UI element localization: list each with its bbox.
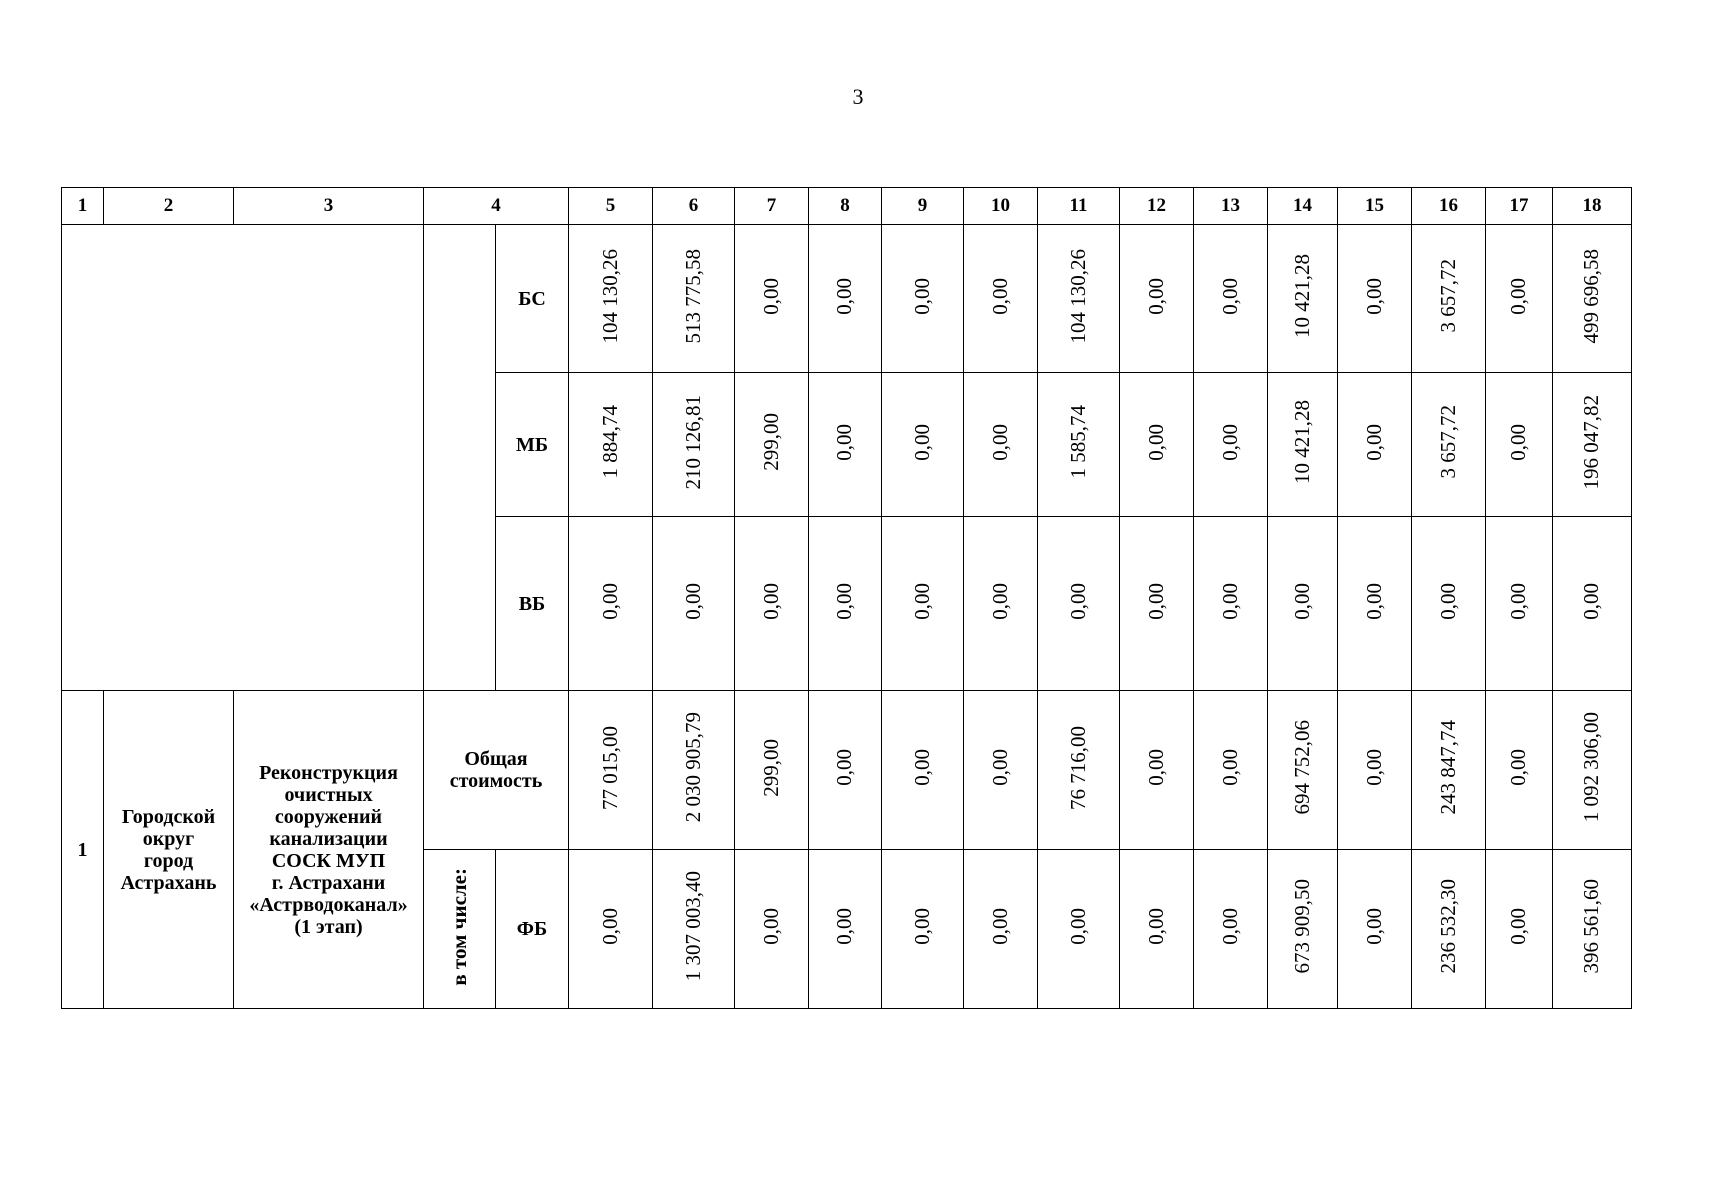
row-label-bs: БС bbox=[496, 225, 569, 373]
col-header-14: 14 bbox=[1268, 188, 1338, 225]
col-header-15: 15 bbox=[1338, 188, 1412, 225]
col-header-7: 7 bbox=[735, 188, 809, 225]
value-cell: 0,00 bbox=[1486, 373, 1553, 517]
value-cell: 3 657,72 bbox=[1412, 225, 1486, 373]
value-cell: 0,00 bbox=[1120, 373, 1194, 517]
col-header-10: 10 bbox=[964, 188, 1038, 225]
col-header-2: 2 bbox=[104, 188, 234, 225]
value-cell: 694 752,06 bbox=[1268, 691, 1338, 850]
value-cell: 673 909,50 bbox=[1268, 850, 1338, 1009]
value-cell: 0,00 bbox=[964, 691, 1038, 850]
value-cell: 0,00 bbox=[1338, 373, 1412, 517]
value-cell: 0,00 bbox=[964, 850, 1038, 1009]
value-cell: 0,00 bbox=[1038, 517, 1120, 691]
value-cell: 299,00 bbox=[735, 691, 809, 850]
row-label-mb: МБ bbox=[496, 373, 569, 517]
col-header-12: 12 bbox=[1120, 188, 1194, 225]
value-cell: 0,00 bbox=[964, 225, 1038, 373]
col-header-1: 1 bbox=[62, 188, 104, 225]
value-cell: 1 884,74 bbox=[569, 373, 653, 517]
page-number: 3 bbox=[852, 84, 864, 109]
value-cell: 0,00 bbox=[1338, 850, 1412, 1009]
value-cell: 3 657,72 bbox=[1412, 373, 1486, 517]
value-cell: 0,00 bbox=[735, 225, 809, 373]
value-cell: 0,00 bbox=[735, 517, 809, 691]
value-cell: 2 030 905,79 bbox=[653, 691, 735, 850]
col-header-11: 11 bbox=[1038, 188, 1120, 225]
value-cell: 0,00 bbox=[1194, 850, 1268, 1009]
value-cell: 0,00 bbox=[1194, 517, 1268, 691]
col-header-5: 5 bbox=[569, 188, 653, 225]
value-cell: 499 696,58 bbox=[1553, 225, 1632, 373]
value-cell: 0,00 bbox=[1412, 517, 1486, 691]
value-cell: 1 307 003,40 bbox=[653, 850, 735, 1009]
value-cell: 0,00 bbox=[735, 850, 809, 1009]
budget-table bbox=[61, 187, 1632, 1009]
value-cell: 0,00 bbox=[1120, 225, 1194, 373]
including-label-cell bbox=[424, 850, 496, 1009]
value-cell: 77 015,00 bbox=[569, 691, 653, 850]
col-header-3: 3 bbox=[234, 188, 424, 225]
value-cell: 0,00 bbox=[1038, 850, 1120, 1009]
column-number-row bbox=[62, 188, 1632, 225]
value-cell: 0,00 bbox=[1486, 691, 1553, 850]
value-cell: 104 130,26 bbox=[1038, 225, 1120, 373]
value-cell: 0,00 bbox=[882, 850, 964, 1009]
col-header-4: 4 bbox=[424, 188, 569, 225]
value-cell: 0,00 bbox=[1486, 850, 1553, 1009]
value-cell: 0,00 bbox=[1338, 225, 1412, 373]
row-label-fb: ФБ bbox=[496, 850, 569, 1009]
value-cell: 0,00 bbox=[882, 517, 964, 691]
value-cell: 104 130,26 bbox=[569, 225, 653, 373]
value-cell: 0,00 bbox=[809, 373, 882, 517]
value-cell: 0,00 bbox=[1338, 691, 1412, 850]
value-cell: 10 421,28 bbox=[1268, 225, 1338, 373]
row-label-vb: ВБ bbox=[496, 517, 569, 691]
table-row-bs bbox=[62, 225, 1632, 373]
col-header-17: 17 bbox=[1486, 188, 1553, 225]
value-cell: 10 421,28 bbox=[1268, 373, 1338, 517]
value-cell: 1 092 306,00 bbox=[1553, 691, 1632, 850]
value-cell: 1 585,74 bbox=[1038, 373, 1120, 517]
value-cell: 513 775,58 bbox=[653, 225, 735, 373]
district-name: Городской округ город Астрахань bbox=[104, 691, 234, 1009]
value-cell: 0,00 bbox=[1120, 850, 1194, 1009]
col-header-13: 13 bbox=[1194, 188, 1268, 225]
value-cell: 196 047,82 bbox=[1553, 373, 1632, 517]
total-cost-label: Общая стоимость bbox=[424, 691, 569, 850]
value-cell: 210 126,81 bbox=[653, 373, 735, 517]
value-cell: 299,00 bbox=[735, 373, 809, 517]
value-cell: 0,00 bbox=[1194, 373, 1268, 517]
value-cell: 396 561,60 bbox=[1553, 850, 1632, 1009]
empty-merged-cell bbox=[62, 225, 424, 691]
value-cell: 0,00 bbox=[809, 691, 882, 850]
value-cell: 0,00 bbox=[1338, 517, 1412, 691]
including-label: в том числе: bbox=[446, 867, 471, 986]
value-cell: 0,00 bbox=[809, 517, 882, 691]
col-header-16: 16 bbox=[1412, 188, 1486, 225]
value-cell: 0,00 bbox=[1120, 517, 1194, 691]
col-header-6: 6 bbox=[653, 188, 735, 225]
value-cell: 0,00 bbox=[1120, 691, 1194, 850]
value-cell: 0,00 bbox=[882, 691, 964, 850]
value-cell: 0,00 bbox=[569, 850, 653, 1009]
value-cell: 0,00 bbox=[964, 517, 1038, 691]
col-header-18: 18 bbox=[1553, 188, 1632, 225]
value-cell: 0,00 bbox=[882, 225, 964, 373]
col-header-9: 9 bbox=[882, 188, 964, 225]
value-cell: 0,00 bbox=[1486, 517, 1553, 691]
col-header-8: 8 bbox=[809, 188, 882, 225]
value-cell: 0,00 bbox=[1268, 517, 1338, 691]
value-cell: 0,00 bbox=[882, 373, 964, 517]
value-cell: 0,00 bbox=[1194, 691, 1268, 850]
value-cell: 0,00 bbox=[653, 517, 735, 691]
entry-number: 1 bbox=[62, 691, 104, 1009]
value-cell: 0,00 bbox=[809, 850, 882, 1009]
table-row-total bbox=[62, 691, 1632, 850]
value-cell: 0,00 bbox=[1486, 225, 1553, 373]
value-cell: 0,00 bbox=[809, 225, 882, 373]
object-name: Реконструкция очистных сооружений канализации СОСК МУП г. Астрахани «Астрводоканал» (1 этап) bbox=[234, 691, 424, 1009]
value-cell: 0,00 bbox=[1194, 225, 1268, 373]
empty-merged-cell-col4 bbox=[424, 225, 496, 691]
value-cell: 0,00 bbox=[964, 373, 1038, 517]
value-cell: 0,00 bbox=[569, 517, 653, 691]
value-cell: 236 532,30 bbox=[1412, 850, 1486, 1009]
value-cell: 76 716,00 bbox=[1038, 691, 1120, 850]
value-cell: 0,00 bbox=[1553, 517, 1632, 691]
value-cell: 243 847,74 bbox=[1412, 691, 1486, 850]
